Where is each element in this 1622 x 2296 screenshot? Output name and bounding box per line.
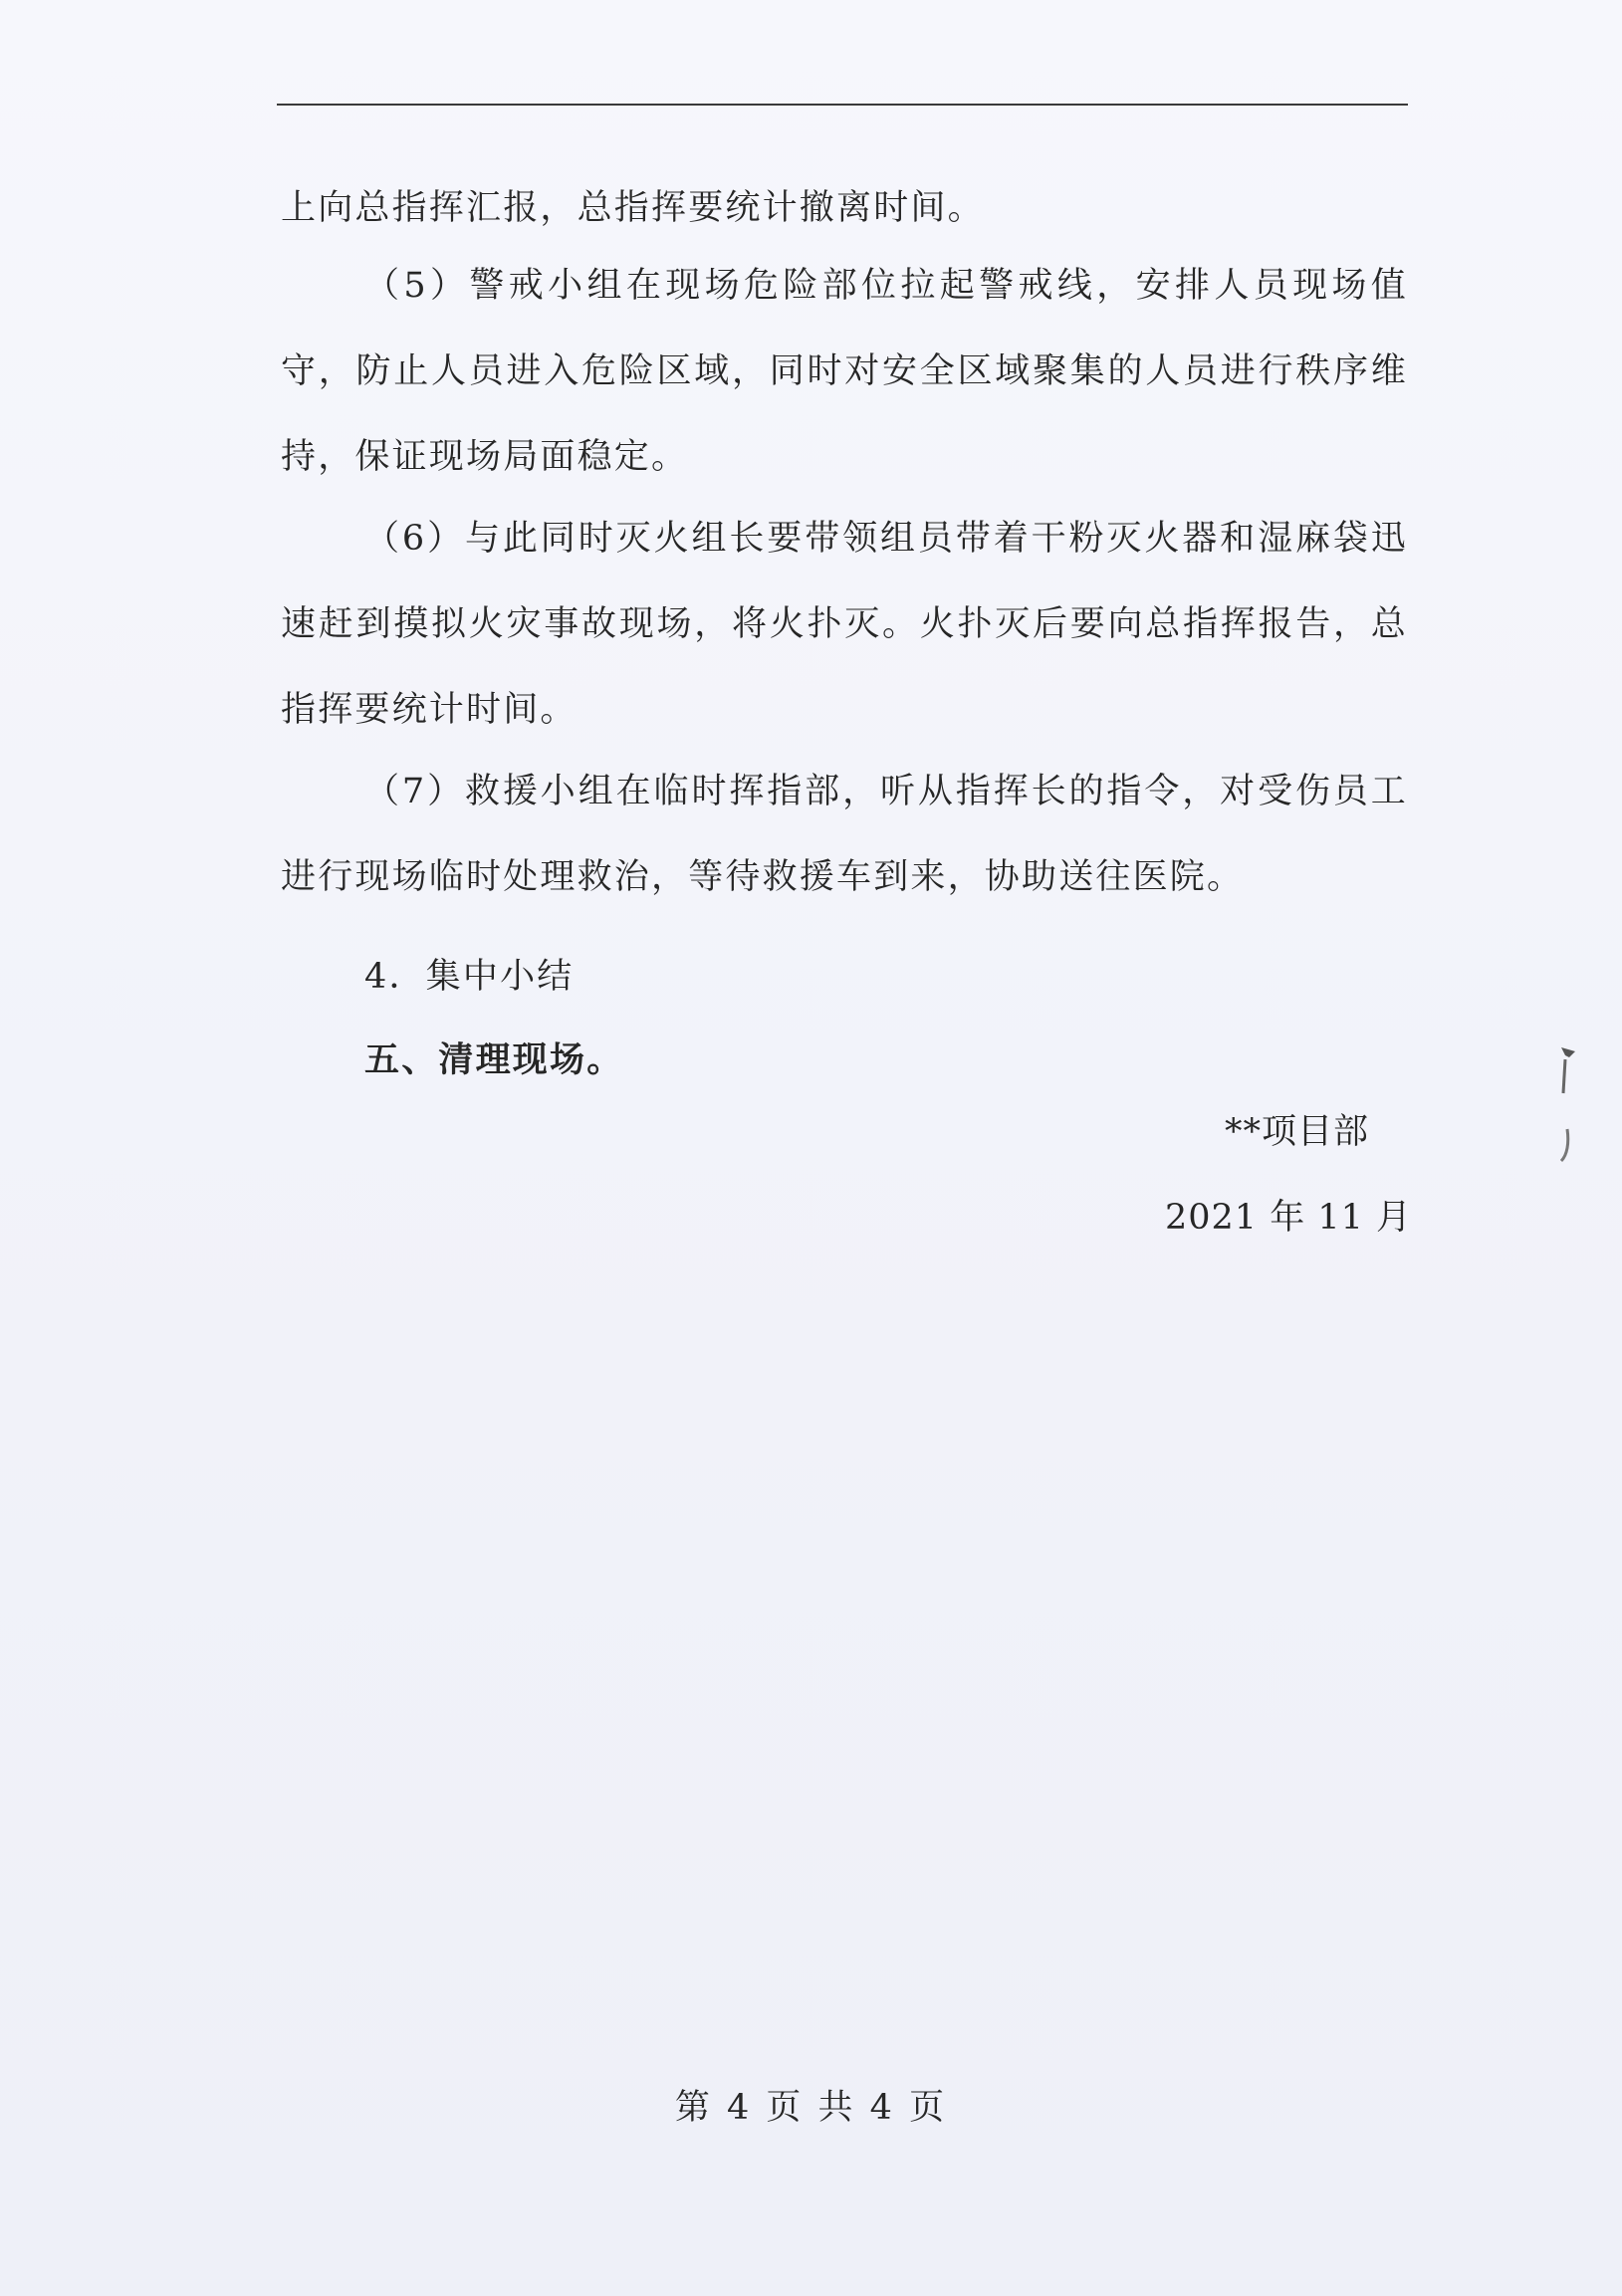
paragraph-7-rescue-team: （7）救援小组在临时挥指部，听从指挥长的指令，对受伤员工进行现场临时处理救治，等待救援车到来，协助送往医院。 — [281, 772, 1408, 897]
binding-clip-mark-icon — [1553, 1043, 1579, 1173]
header-rule — [277, 104, 1408, 106]
signature-date: 2021 年 11 月 — [1165, 1198, 1412, 1238]
section-heading-cleanup: 五、清理现场。 — [364, 1039, 624, 1080]
paragraph-6-fire-team: （6）与此同时灭火组长要带领组员带着干粉灭火器和湿麻袋迅速赶到摸拟火灾事故现场，将火扑灭。火扑灭后要向总指挥报告，总指挥要统计时间。 — [281, 519, 1408, 730]
paragraph-continuation: 上向总指挥汇报，总指挥要统计撤离时间。 — [281, 188, 985, 228]
section-heading-summary: 4．集中小结 — [364, 957, 575, 997]
page-footer: 第 4 页 共 4 页 — [674, 2088, 948, 2128]
signature-organization: **项目部 — [1225, 1112, 1370, 1152]
paragraph-5-guard-team: （5）警戒小组在现场危险部位拉起警戒线，安排人员现场值守，防止人员进入危险区域，同时对安全区域聚集的人员进行秩序维持，保证现场局面稳定。 — [281, 266, 1408, 477]
